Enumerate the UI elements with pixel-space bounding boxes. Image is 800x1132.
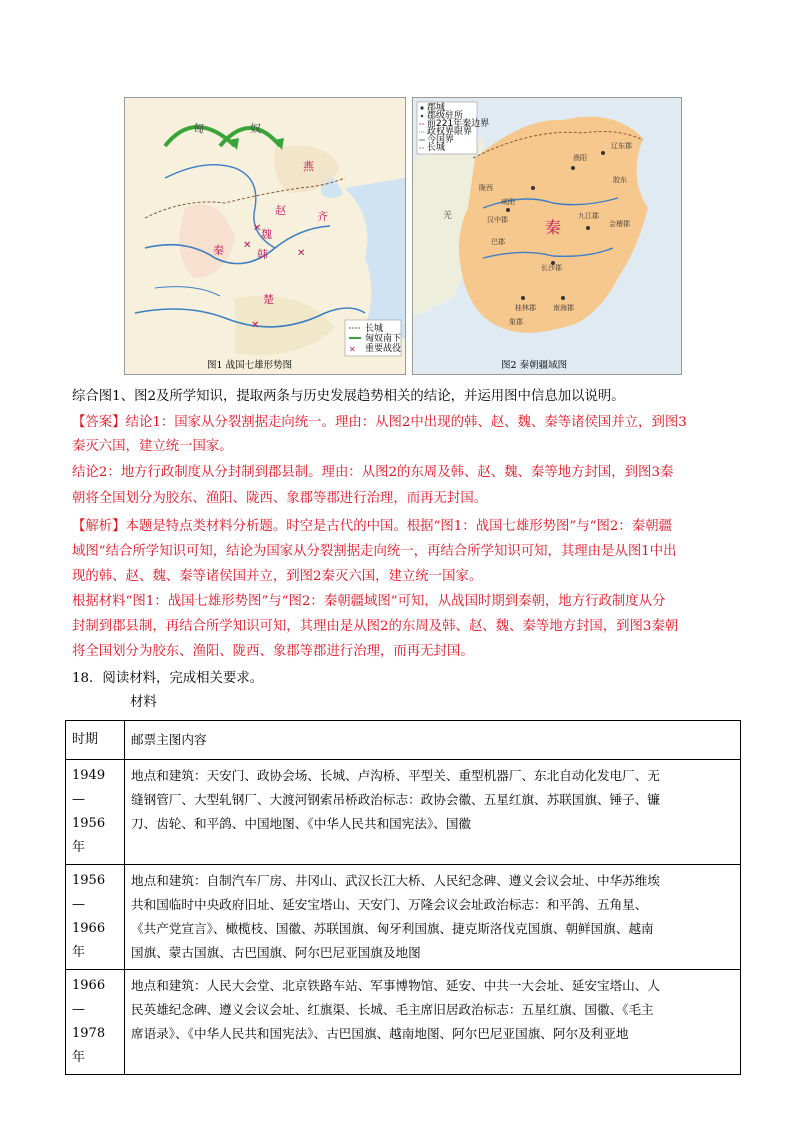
row2-period-line-1: 1956— — [72, 873, 106, 912]
row1-content-line-2: 缝钢管厂、大型轧钢厂、大渡河钢索吊桥政治标志：政协会徽、五星红旗、苏联国旗、锤子、镰 — [131, 792, 660, 807]
label-kuaiji: 会稽郡 — [609, 220, 630, 228]
stamp-table — [65, 720, 741, 1075]
row1-period-line-1: 1949— — [72, 768, 106, 807]
table-row — [66, 760, 741, 865]
label-qin: 秦 — [213, 244, 224, 257]
map1-caption: 图1 战国七雄形势图 — [207, 360, 293, 371]
q17-prompt: 综合图1、图2及所学知识，提取两条与历史发展趋势相关的结论，并运用图中信息加以说明。 — [72, 389, 625, 404]
label-zhao: 赵 — [275, 204, 286, 217]
label-changsha: 长沙郡 — [541, 264, 562, 272]
analysis-tag: 【解析】 — [72, 519, 126, 534]
legend2-item-1: 郡级驻所 — [427, 111, 464, 121]
label-xiongnu-a: 匈 — [193, 122, 204, 135]
table-row — [66, 970, 741, 1075]
legend1-item-1: 匈奴南下 — [365, 334, 402, 344]
label-xiongnu-b: 奴 — [250, 122, 261, 135]
q18-prompt: 18．阅读材料，完成相关要求。 — [72, 671, 264, 686]
svg-text:✕: ✕ — [297, 248, 306, 259]
row1-content-line-3: 刀、齿轮、和平鸽、中国地图、《中华人民共和国宪法》、国徽 — [131, 816, 472, 831]
row2-content-line-3: 《共产党宣言》、橄榄枝、国徽、苏联国旗、匈牙利国旗、捷克斯洛伐克国旗、朝鲜国旗、越南 — [131, 921, 654, 936]
table-header-row — [66, 721, 741, 760]
q17-answer-line-3: 结论2：地方行政制度从分封制到郡县制。理由：从图2的东周及韩、赵、魏、秦等地方封国，到图3秦 — [72, 465, 674, 480]
q17-answer-line-2: 秦灭六国，建立统一国家。 — [72, 439, 233, 454]
label-ba: 巴郡 — [491, 238, 505, 246]
answer-text-1: 结论1：国家从分裂割据走向统一。理由：从图2中出现的韩、赵、魏、秦等诸侯国并立，到图3 — [125, 415, 687, 430]
row3-content-line-3: 席语录》、《中华人民共和国宪法》、古巴国旗、越南地图、阿尔巴尼亚国旗、阿尔及利亚地 — [131, 1026, 629, 1041]
row1-period — [66, 760, 125, 865]
row3-period — [66, 970, 125, 1075]
row3-period-line-3: 年 — [72, 1050, 86, 1065]
label-qiang: 羌 — [443, 211, 453, 221]
label-chu: 楚 — [263, 293, 274, 306]
header-period: 时期 — [66, 721, 125, 760]
row2-period-line-2: 1966 — [72, 921, 106, 936]
legend2-item-4: 今国界 — [427, 135, 455, 145]
q17-analysis-line-3: 现的韩、赵、魏、秦等诸侯国并立，到图2秦灭六国，建立统一国家。 — [72, 569, 483, 584]
label-jiujiang: 九江郡 — [578, 212, 599, 220]
q17-analysis-line-2: 域图”结合所学知识可知，结论为国家从分裂割据走向统一，再结合所学知识可知，其理由是从图1中出 — [72, 544, 677, 559]
label-guilin: 桂林郡 — [515, 304, 536, 312]
table-row — [66, 865, 741, 970]
q17-analysis-line-5: 封制到郡县制，再结合所学知识可知，其理由是从图2的东周及韩、赵、魏、秦等地方封国，到图3秦朝 — [72, 619, 679, 634]
header-content: 邮票主图内容 — [125, 721, 741, 760]
legend1-item-2: 重要战役 — [365, 344, 402, 354]
q17-answer-line-1 — [72, 412, 732, 434]
svg-text:✕: ✕ — [251, 320, 260, 331]
map2-caption: 图2 秦朝疆域图 — [501, 360, 568, 371]
legend2-item-5: 长城 — [427, 143, 446, 153]
svg-text:✕: ✕ — [349, 345, 356, 354]
material-label: 材料 — [130, 695, 157, 710]
label-qin-large: 秦 — [545, 218, 562, 237]
label-han: 韩 — [257, 248, 268, 261]
row3-period-line-2: 1978 — [72, 1026, 106, 1041]
q17-analysis-line-4: 根据材料“图1：战国七雄形势图”与“图2：秦朝疆域图”可知，从战国时期到秦朝，地方行政制度从分 — [72, 594, 666, 609]
label-wei: 魏 — [261, 228, 272, 241]
row1-content — [125, 760, 741, 865]
maps-figure — [124, 97, 680, 377]
legend2-item-0: 郡城 — [427, 103, 446, 113]
svg-text:✕: ✕ — [243, 240, 252, 251]
row1-period-line-2: 1956 — [72, 816, 106, 831]
qin-territory-map-graphic — [413, 98, 681, 374]
q17-answer-line-4: 朝将全国划分为胶东、渔阳、陇西、象郡等郡进行治理，而再无封国。 — [72, 491, 488, 506]
q17-analysis-line-6: 将全国划分为胶东、渔阳、陇西、象郡等郡进行治理，而再无封国。 — [72, 644, 474, 659]
label-yan: 燕 — [303, 160, 314, 173]
answer-tag: 【答案】 — [72, 415, 126, 430]
map-warring-states — [124, 97, 406, 375]
label-liaodong: 辽东郡 — [611, 142, 632, 150]
svg-text:✕: ✕ — [253, 223, 262, 234]
legend2-item-2: 前221年秦边界 — [427, 119, 490, 129]
label-longxi: 陇西 — [479, 184, 493, 192]
map-qin-territory — [412, 97, 682, 375]
legend1-item-0: 长城 — [365, 324, 384, 334]
row3-period-line-1: 1966— — [72, 978, 106, 1017]
label-qi: 齐 — [317, 210, 328, 223]
row2-content-line-4: 国旗、蒙古国旗、古巴国旗、阿尔巴尼亚国旗及地图 — [131, 945, 421, 960]
legend2-item-3: 政权界限界 — [427, 127, 473, 137]
row2-period-line-3: 年 — [72, 945, 86, 960]
label-nanhai: 南海郡 — [553, 304, 574, 312]
label-xiang: 象郡 — [509, 318, 523, 326]
warring-states-map-graphic — [125, 98, 405, 374]
row3-content — [125, 970, 741, 1075]
row2-content-line-2: 共和国临时中央政府旧址、延安宝塔山、天安门、万隆会议会址政治标志：和平鸽、五角星、 — [131, 897, 648, 912]
row3-content-line-2: 民英雄纪念碑、遵义会议会址、红旗渠、长城、毛主席旧居政治标志：五星红旗、国徽、《毛主 — [131, 1002, 654, 1017]
label-hanzhong: 汉中郡 — [487, 216, 508, 224]
q17-analysis-line-1 — [72, 516, 732, 538]
row1-content-line-1: 地点和建筑：天安门、政协会场、长城、卢沟桥、平型关、重型机器厂、东北自动化发电厂、无 — [131, 768, 660, 783]
row2-content-line-1: 地点和建筑：自制汽车厂房、井冈山、武汉长江大桥、人民纪念碑、遵义会议会址、中华苏维埃 — [131, 873, 660, 888]
row2-content — [125, 865, 741, 970]
label-yuyang: 渔阳 — [573, 154, 587, 162]
row3-content-line-1: 地点和建筑：人民大会堂、北京铁路车站、军事博物馆、延安、中共一大会址、延安宝塔山、人 — [131, 978, 660, 993]
label-xianyang: 咸阳 — [501, 198, 515, 206]
label-jiaodong: 胶东 — [613, 176, 627, 184]
row1-period-line-3: 年 — [72, 840, 86, 855]
row2-period — [66, 865, 125, 970]
analysis-text-1: 本题是特点类材料分析题。时空是古代的中国。根据“图1：战国七雄形势图”与“图2：秦朝疆 — [125, 519, 672, 534]
